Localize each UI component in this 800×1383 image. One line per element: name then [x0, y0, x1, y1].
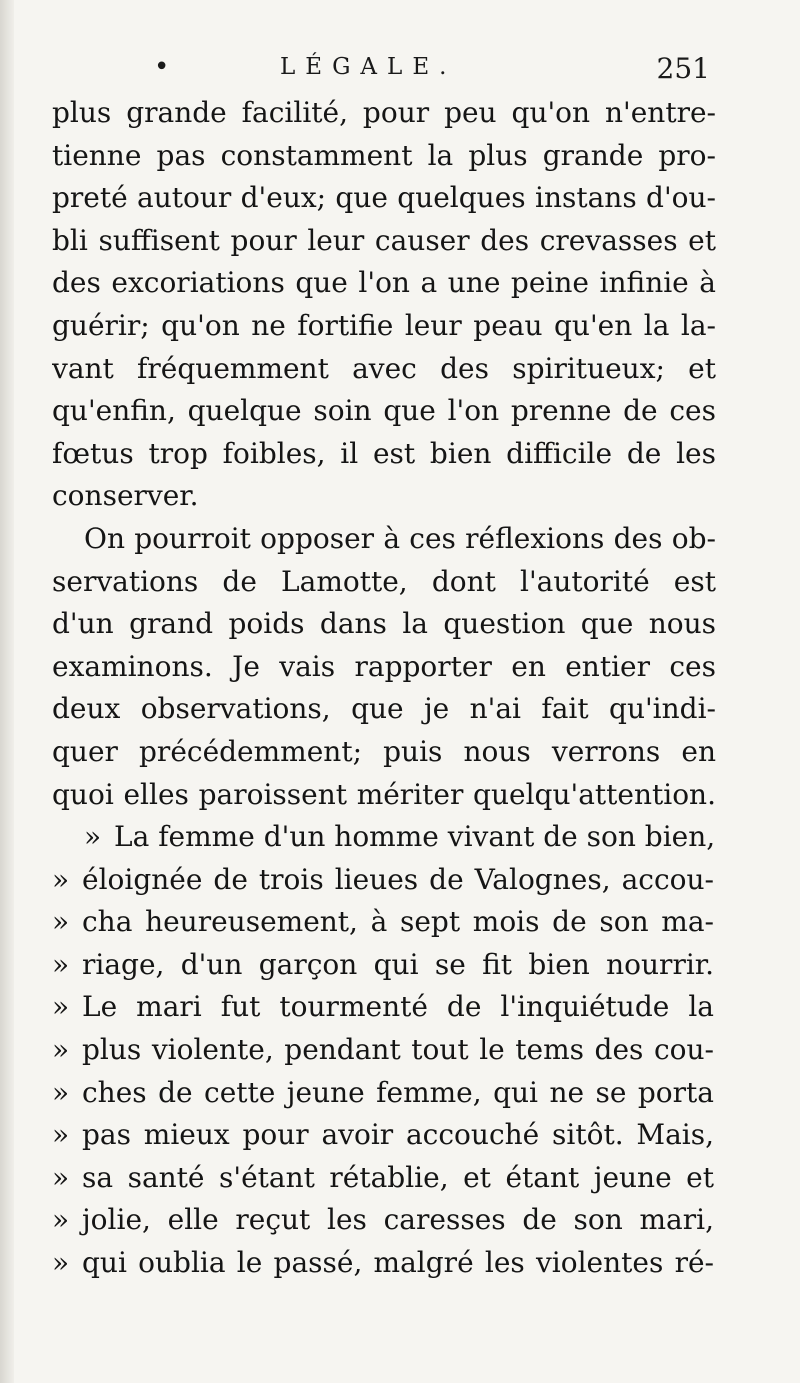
text-line: quoi elles paroissent mériter quelqu'attention.	[52, 777, 716, 811]
text-line: d'un grand poids dans la question que nous	[52, 607, 716, 641]
quote-line	[52, 1072, 716, 1115]
quote-text: jolie, elle reçut les caresses de son mari,	[82, 1203, 714, 1237]
quote-text: éloignée de trois lieues de Valognes, accou-	[82, 862, 714, 896]
text-line: quer précédemment; puis nous verrons en	[52, 734, 716, 768]
text-line: examinons. Je vais rapporter en entier ces	[52, 649, 716, 683]
text-line: guérir; qu'on ne fortifie leur peau qu'en la la-	[52, 308, 716, 342]
quote-line	[52, 944, 716, 987]
quote-line	[52, 901, 716, 944]
quote-text: riage, d'un garçon qui se fit bien nourrir.	[82, 947, 714, 981]
text-line: preté autour d'eux; que quelques instans d'ou-	[52, 181, 716, 215]
text-line: des excoriations que l'on a une peine infinie à	[52, 266, 716, 300]
text-line: vant fréquemment avec des spiritueux; et	[52, 351, 716, 385]
quote-line	[52, 1029, 716, 1072]
quote-line	[52, 986, 716, 1029]
quote-line	[52, 859, 716, 902]
quote-text: ches de cette jeune femme, qui ne se porta	[82, 1075, 714, 1109]
page-number: 251	[656, 52, 710, 85]
page-gutter-shadow	[0, 0, 14, 1383]
text-line: On pourroit opposer à ces réflexions des ob-	[84, 521, 716, 555]
text-line: qu'enfin, quelque soin que l'on prenne de ces	[52, 394, 716, 428]
quote-line	[52, 1157, 716, 1200]
quote-mark: »	[52, 1075, 70, 1109]
running-head-dot: •	[154, 52, 170, 82]
running-head-title: LÉGALE.	[280, 54, 457, 80]
quote-line	[52, 1242, 716, 1285]
running-head	[150, 48, 710, 88]
quote-line	[52, 816, 716, 859]
quote-text: pas mieux pour avoir accouché sitôt. Mais,	[82, 1118, 714, 1152]
quote-text: sa santé s'étant rétablie, et étant jeune et	[82, 1160, 714, 1194]
body-text	[52, 92, 716, 1285]
quote-mark: »	[52, 1246, 70, 1280]
quote-mark: »	[52, 1118, 70, 1152]
text-line: tienne pas constamment la plus grande pro-	[52, 138, 716, 172]
text-line: deux observations, que je n'ai fait qu'indi-	[52, 692, 716, 726]
quote-mark: »	[52, 862, 70, 896]
quote-mark: »	[84, 820, 102, 854]
quote-text: plus violente, pendant tout le tems des cou-	[82, 1033, 714, 1067]
text-line: plus grande facilité, pour peu qu'on n'entre-	[52, 96, 716, 129]
text-line: conserver.	[52, 479, 199, 513]
quote-text: La femme d'un homme vivant de son bien,	[114, 820, 716, 854]
quote-mark: »	[52, 1160, 70, 1194]
quote-text: cha heureusement, à sept mois de son ma-	[82, 905, 714, 939]
text-line: fœtus trop foibles, il est bien difficile de les	[52, 436, 716, 470]
quote-mark: »	[52, 947, 70, 981]
quote-line	[52, 1114, 716, 1157]
quote-mark: »	[52, 1203, 70, 1237]
quote-line	[52, 1199, 716, 1242]
text-line: servations de Lamotte, dont l'autorité est	[52, 564, 716, 598]
quote-text: Le mari fut tourmenté de l'inquiétude la	[82, 990, 714, 1024]
quote-text: qui oublia le passé, malgré les violentes ré-	[82, 1246, 714, 1280]
quote-mark: »	[52, 1033, 70, 1067]
quote-mark: »	[52, 990, 70, 1024]
quote-mark: »	[52, 905, 70, 939]
text-line: bli suffisent pour leur causer des crevasses et	[52, 223, 716, 257]
